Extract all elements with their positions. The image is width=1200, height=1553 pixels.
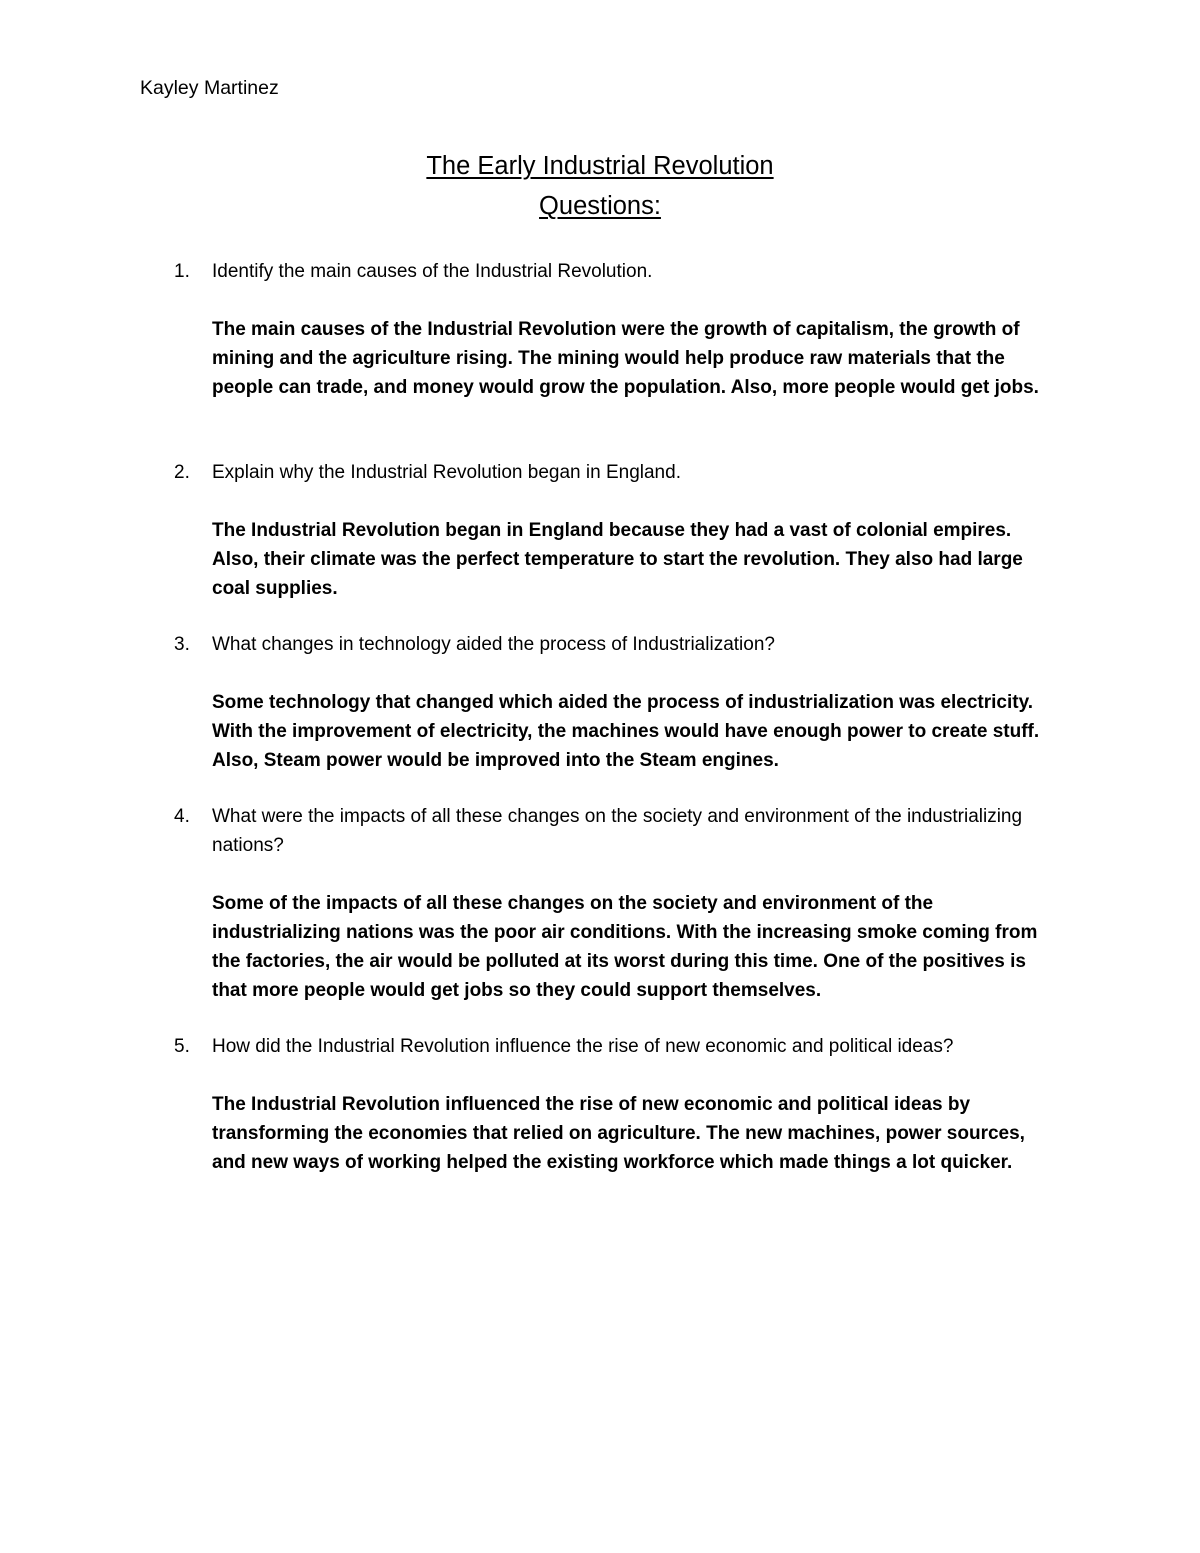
question-text: Identify the main causes of the Industrial Revolution. [212,261,653,282]
question-number: 4. [174,806,190,827]
answer-text: The Industrial Revolution influenced the rise of new economic and political ideas by transforming the economies that relied on agriculture. The new machines, power sources, and new ways of working helped the existing workforce which made things a lot quicker. [212,1094,1025,1173]
question-item-5 [174,1032,1054,1177]
question-item-2 [174,458,1054,603]
question-number: 3. [174,634,190,655]
question-text: What changes in technology aided the process of Industrialization? [212,634,775,655]
title-line-1: The Early Industrial Revolution [426,152,774,180]
title-line-2: Questions: [539,192,661,220]
answer-text: The Industrial Revolution began in England because they had a vast of colonial empires. Also, their climate was the perfect temperature to start the revolution. They also had large coal supplies. [212,520,1023,599]
question-item-3 [174,630,1054,775]
answer-text: Some of the impacts of all these changes on the society and environment of the industrializing nations was the poor air conditions. With the increasing smoke coming from the factories, the air would be polluted at its worst during this time. One of the positives is that more people would get jobs so they could support themselves. [212,893,1038,1001]
answer-text: The main causes of the Industrial Revolution were the growth of capitalism, the growth of mining and the agriculture rising. The mining would help produce raw materials that the people can trade, and money would grow the population. Also, more people would get jobs. [212,319,1039,398]
question-text: Explain why the Industrial Revolution began in England. [212,462,681,483]
author-name: Kayley Martinez [140,77,279,99]
answer-text: Some technology that changed which aided the process of industrialization was electricity. With the improvement of electricity, the machines would have enough power to create stuff. Also, Steam power would be improved into the Steam engines. [212,692,1040,771]
question-text: What were the impacts of all these changes on the society and environment of the industrializing nations? [212,806,1023,856]
question-item-1 [174,257,1054,402]
question-number: 2. [174,462,190,483]
question-number: 5. [174,1036,190,1057]
question-text: How did the Industrial Revolution influence the rise of new economic and political ideas? [212,1036,954,1057]
document-title [0,146,1200,226]
question-item-4 [174,802,1054,1005]
question-number: 1. [174,261,190,282]
